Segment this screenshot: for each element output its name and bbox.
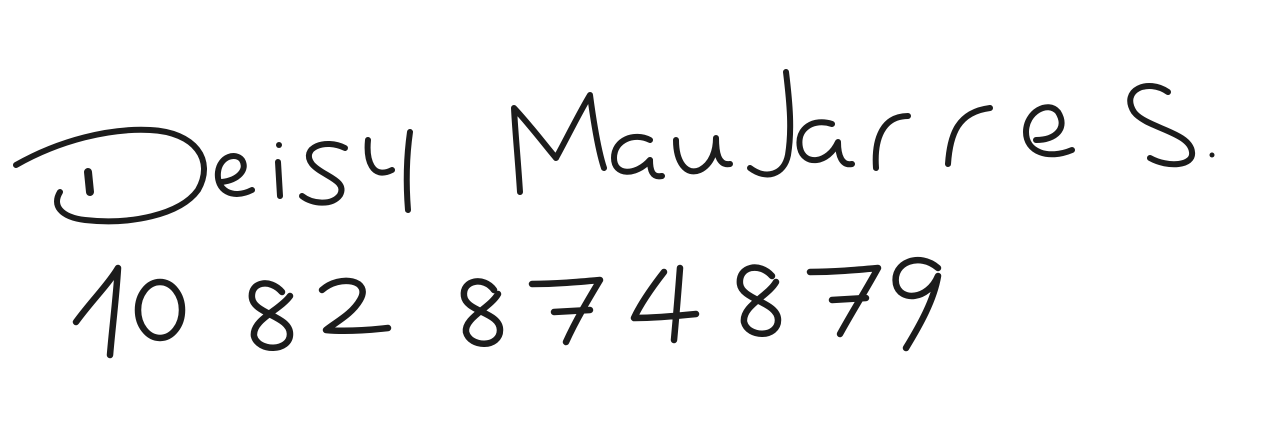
digit-9 xyxy=(896,260,938,348)
letter-a xyxy=(614,137,662,176)
digit-8 xyxy=(252,283,290,347)
letter-e-2 xyxy=(1026,107,1072,154)
number-line xyxy=(76,260,938,355)
letter-u xyxy=(676,138,730,171)
digit-8-3 xyxy=(740,268,778,334)
letter-r xyxy=(876,116,908,168)
letter-M xyxy=(514,95,604,192)
letter-i xyxy=(276,142,282,196)
digit-7-2 xyxy=(810,268,878,334)
letter-s-2 xyxy=(1130,86,1192,164)
letter-D xyxy=(16,130,204,221)
letter-j xyxy=(750,72,790,174)
letter-s xyxy=(302,144,345,203)
digit-2 xyxy=(322,281,388,331)
letter-y xyxy=(368,132,410,210)
digit-1 xyxy=(76,268,118,355)
letter-e xyxy=(218,156,252,194)
digit-0 xyxy=(138,282,182,338)
letter-a-2 xyxy=(799,122,852,164)
name-line xyxy=(16,72,1215,221)
period xyxy=(1210,153,1215,158)
digit-4 xyxy=(634,268,696,340)
digit-8-2 xyxy=(464,281,500,343)
letter-r-2 xyxy=(948,108,990,164)
digit-7 xyxy=(532,280,600,342)
